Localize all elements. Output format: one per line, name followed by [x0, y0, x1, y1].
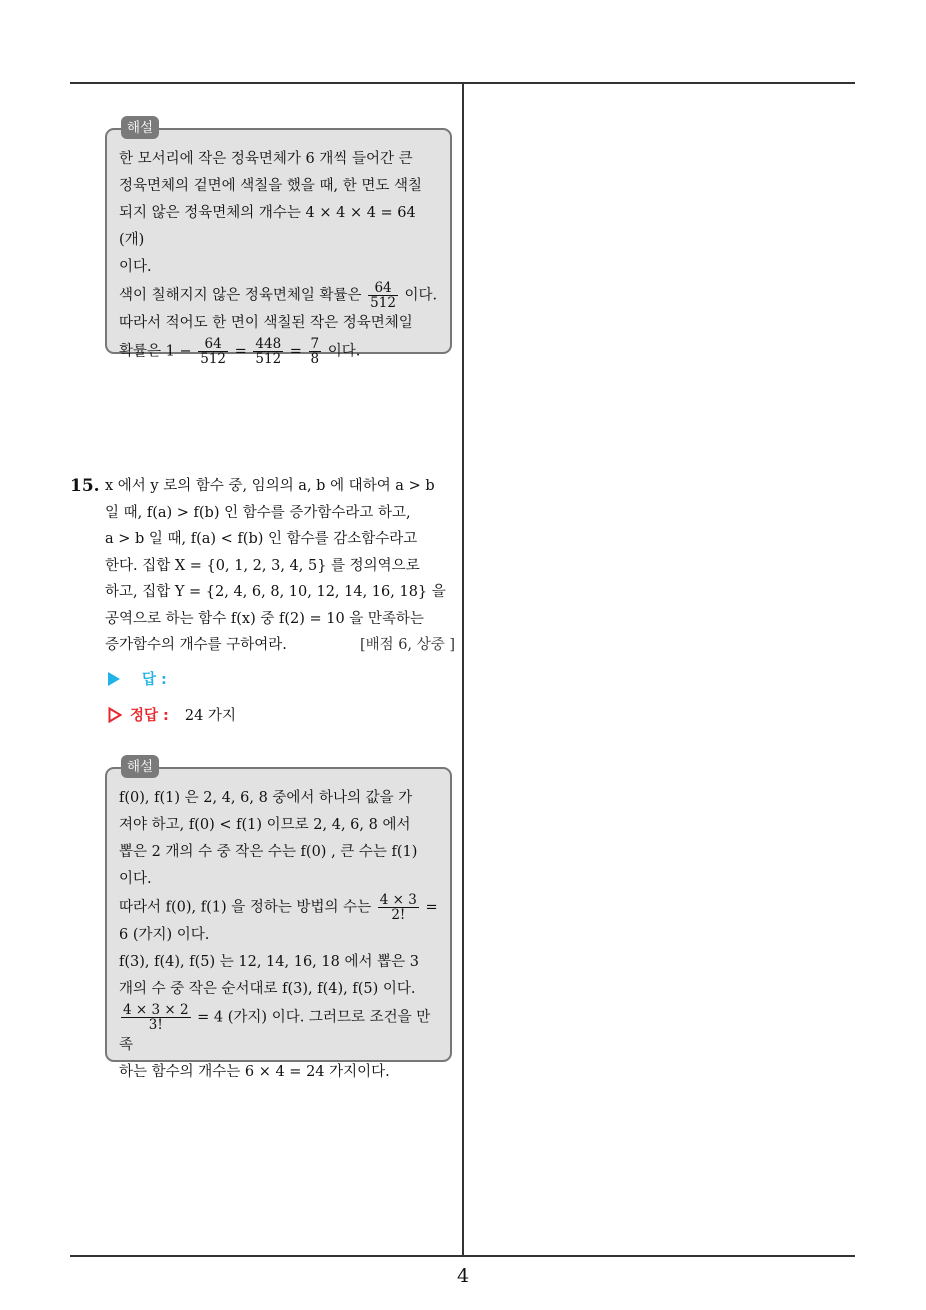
page-number: 4 [456, 1265, 470, 1287]
play-triangle-icon [108, 672, 120, 686]
explanation-line: 6 (가지) 이다. [119, 927, 210, 943]
explanation-line: 정육면체의 겉면에 색칠을 했을 때, 한 면도 색칠 [119, 178, 423, 194]
explanation-line: 따라서 f(0), f(1) 을 정하는 방법의 수는 $\frac{4 \times 3}{2!}$ = [119, 892, 438, 923]
question-line: 하고, 집합 Y = {2, 4, 6, 8, 10, 12, 14, 16, 18} 을 [105, 584, 446, 600]
explanation-tag: 해설 [121, 755, 159, 778]
correct-answer-row [108, 704, 236, 725]
explanation-line: f(0), f(1) 은 2, 4, 6, 8 중에서 하나의 값을 가 [119, 790, 413, 806]
explanation-line: 따라서 적어도 한 면이 색칠된 작은 정육면체일 [119, 315, 413, 331]
bottom-rule [70, 1255, 855, 1257]
question-line: x 에서 y 로의 함수 중, 임의의 a, b 에 대하여 a > b [105, 478, 435, 494]
fraction-7-8: $\frac{7}{8}$ [310, 336, 320, 367]
explanation-line: $\frac{4 \times 3 \times 2}{3!}$ = 4 (가지) 이다. 그러므로 조건을 만족 [119, 1002, 431, 1053]
question-line: a > b 일 때, f(a) < f(b) 인 함수를 감소함수라고 [105, 531, 418, 547]
correct-answer-label: 정답 : [130, 708, 169, 724]
explanation-tag: 해설 [121, 116, 159, 139]
question-line: 증가함수의 개수를 구하여라. [배점 6, 상중 ] [105, 632, 455, 659]
question-line: 공역으로 하는 함수 f(x) 중 f(2) = 10 을 만족하는 [105, 610, 424, 627]
question-number: 15. [70, 476, 100, 496]
explanation-line: 되지 않은 정육면체의 개수는 4 × 4 × 4 = 64 (개) [119, 205, 416, 248]
answer-row [108, 668, 167, 689]
explanation-line: 확률은 1 − $\frac{64}{512}$ = $\frac{448}{512}$ = $\frac{7}{8}$ 이다. [119, 336, 361, 367]
outline-triangle-icon [108, 707, 122, 723]
explanation-line: 하는 함수의 개수는 6 × 4 = 24 가지이다. [119, 1064, 390, 1080]
explanation-line: 이다. [119, 259, 152, 275]
question-line: 일 때, f(a) > f(b) 인 함수를 증가함수라고 하고, [105, 504, 411, 521]
explanation-line: 한 모서리에 작은 정육면체가 6 개씩 들어간 큰 [119, 151, 413, 167]
explanation-line: 이다. [119, 871, 152, 887]
explanation-line: f(3), f(4), f(5) 는 12, 14, 16, 18 에서 뽑은 3 [119, 954, 419, 970]
fraction-4x3x2-over-3fact: $\frac{4 \times 3 \times 2}{3!}$ [123, 1002, 189, 1033]
fraction-64-512: $\frac{64}{512}$ [370, 280, 396, 311]
score-label: [배점 6, 상중 ] [359, 637, 455, 653]
explanation-box-2 [105, 759, 452, 1080]
fraction-4x3-over-2fact: $\frac{4 \times 3}{2!}$ [379, 892, 417, 923]
explanation-line: 져야 하고, f(0) < f(1) 이므로 2, 4, 6, 8 에서 [119, 817, 411, 833]
correct-answer-value: 24 가지 [184, 708, 236, 724]
question-body [105, 473, 455, 659]
explanation-line: 색이 칠해지지 않은 정육면체일 확률은 $\frac{64}{512}$ 이다. [119, 280, 438, 311]
explanation-line: 개의 수 중 작은 순서대로 f(3), f(4), f(5) 이다. [119, 981, 416, 997]
column-divider [462, 83, 464, 1255]
fraction-64-512: $\frac{64}{512}$ [200, 336, 227, 367]
question-line: 한다. 집합 X = {0, 1, 2, 3, 4, 5} 를 정의역으로 [105, 557, 420, 574]
explanation-line: 뽑은 2 개의 수 중 작은 수는 f(0) , 큰 수는 f(1) [119, 844, 418, 860]
answer-label: 답 : [142, 672, 167, 688]
fraction-448-512: $\frac{448}{512}$ [255, 336, 282, 367]
explanation-box-1 [105, 120, 452, 367]
